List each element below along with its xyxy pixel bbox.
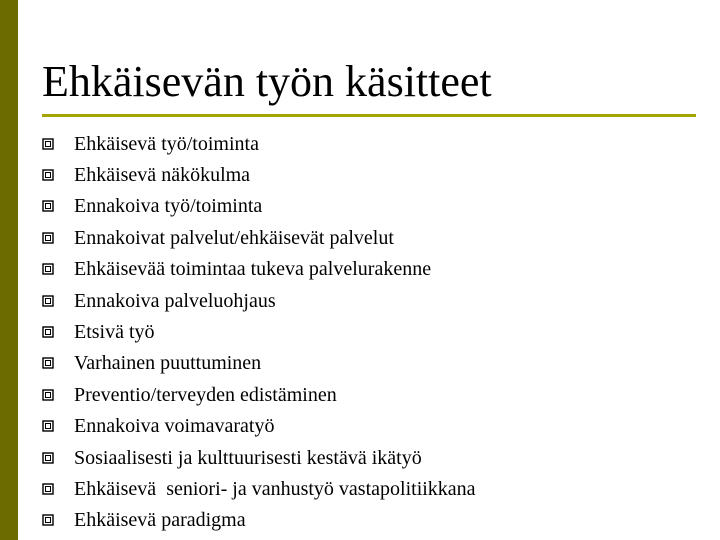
bullet-item: [42, 285, 476, 316]
bullet-text: Ennakoiva voimavaratyö: [74, 415, 275, 438]
bullet-text: Ehkäisevä näkökulma: [74, 164, 251, 187]
bullet-item: [42, 316, 476, 347]
bullet-item: [42, 222, 476, 253]
square-bullet-icon: [42, 169, 54, 181]
bullet-item: [42, 379, 476, 410]
bullet-text: Ehkäisevää toimintaa tukeva palvelurakenne: [74, 258, 432, 281]
bullet-text: Preventio/terveyden edistäminen: [74, 383, 337, 406]
square-bullet-icon: [42, 420, 54, 432]
square-bullet-icon: [42, 452, 54, 464]
title-underline: [42, 114, 696, 117]
bullet-item: [42, 442, 476, 473]
bullet-item: [42, 348, 476, 379]
square-bullet-icon: [42, 514, 54, 526]
square-bullet-icon: [42, 138, 54, 150]
bullet-text: Ennakoiva palveluohjaus: [74, 289, 276, 312]
bullet-item: [42, 191, 476, 222]
bullet-item: [42, 254, 476, 285]
bullet-text: Ennakoivat palvelut/ehkäisevät palvelut: [74, 226, 394, 249]
bullet-text: Sosiaalisesti ja kulttuurisesti kestävä ikätyö: [74, 446, 422, 469]
square-bullet-icon: [42, 263, 54, 275]
bullet-item: [42, 128, 476, 159]
bullet-text: Ennakoiva työ/toiminta: [74, 195, 263, 218]
bullet-text: Varhainen puuttuminen: [74, 352, 262, 375]
bullet-list: [42, 128, 476, 536]
square-bullet-icon: [42, 200, 54, 212]
slide-title: Ehkäisevän työn käsitteet: [42, 57, 492, 106]
square-bullet-icon: [42, 295, 54, 307]
bullet-text: Ehkäisevä paradigma: [74, 509, 246, 532]
bullet-item: [42, 159, 476, 190]
square-bullet-icon: [42, 389, 54, 401]
bullet-item: [42, 473, 476, 504]
bullet-text: Ehkäisevä työ/toiminta: [74, 132, 259, 155]
bullet-text: Etsivä työ: [74, 321, 155, 344]
bullet-text: Ehkäisevä seniori- ja vanhustyö vastapolitiikkana: [74, 477, 476, 500]
square-bullet-icon: [42, 326, 54, 338]
bullet-item: [42, 411, 476, 442]
square-bullet-icon: [42, 357, 54, 369]
square-bullet-icon: [42, 232, 54, 244]
square-bullet-icon: [42, 483, 54, 495]
bullet-item: [42, 505, 476, 536]
left-accent-bar: [0, 0, 18, 540]
